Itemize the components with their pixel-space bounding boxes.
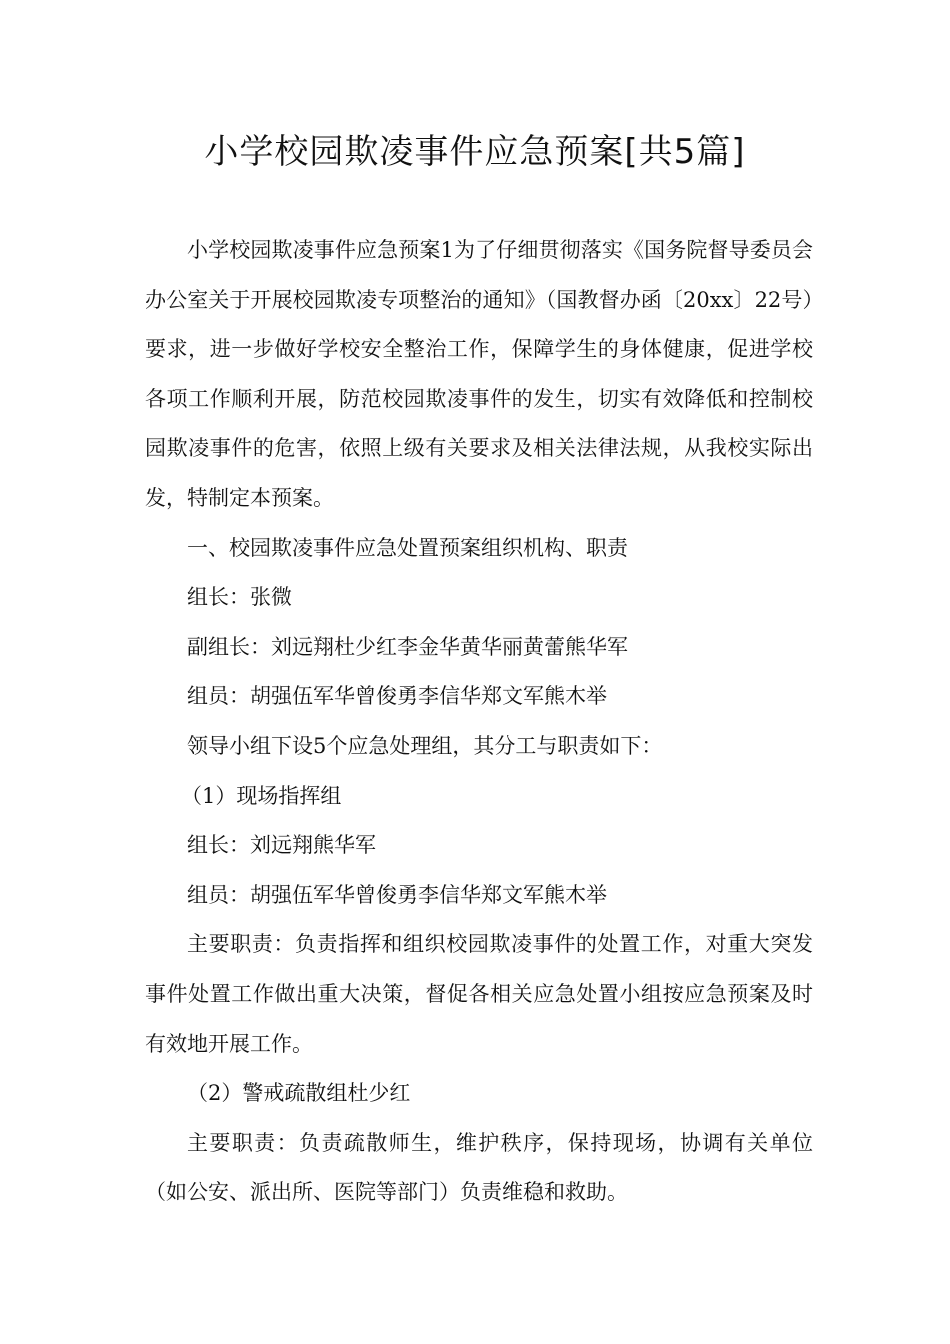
command-leader-line: 组长：刘远翔熊华军 — [187, 833, 376, 858]
leader-line: 组长：张微 — [187, 585, 292, 610]
subgroup-heading-evacuation: （2）警戒疏散组杜少红 — [187, 1081, 411, 1106]
command-members-line: 组员：胡强伍军华曾俊勇李信华郑文军熊木举 — [187, 882, 607, 907]
document-title: 小学校园欺凌事件应急预案[共5篇] — [204, 132, 746, 172]
intro-paragraph: 小学校园欺凌事件应急预案1为了仔细贯彻落实《国务院督导委员会办公室关于开展校园欺凌专项整治的通知》（国教督办函〔20xx〕22号）要求，进一步做好学校安全整治工作，保障学生的身体健康，促进学校各项工作顺利开展，防范校园欺凌事件的发生，切实有效降低和控制校园欺凌事件的危害，依照上级有关要求及相关法律法规，从我校实际出发，特制定本预案。 — [145, 238, 813, 510]
subgroup-heading-command: （1）现场指挥组 — [181, 783, 342, 808]
members-line: 组员：胡强伍军华曾俊勇李信华郑文军熊木举 — [187, 684, 607, 709]
document-body — [145, 226, 813, 1218]
section-heading-organization: 一、校园欺凌事件应急处置预案组织机构、职责 — [187, 535, 628, 560]
subgroups-intro-line: 领导小组下设5个应急处理组，其分工与职责如下： — [187, 733, 663, 758]
evacuation-duties-paragraph: 主要职责：负责疏散师生，维护秩序，保持现场，协调有关单位（如公安、派出所、医院等部门）负责维稳和救助。 — [145, 1130, 813, 1205]
deputy-leader-line: 副组长：刘远翔杜少红李金华黄华丽黄蕾熊华军 — [187, 634, 628, 659]
command-duties-paragraph: 主要职责：负责指挥和组织校园欺凌事件的处置工作，对重大突发事件处置工作做出重大决策，督促各相关应急处置小组按应急预案及时有效地开展工作。 — [145, 932, 813, 1056]
